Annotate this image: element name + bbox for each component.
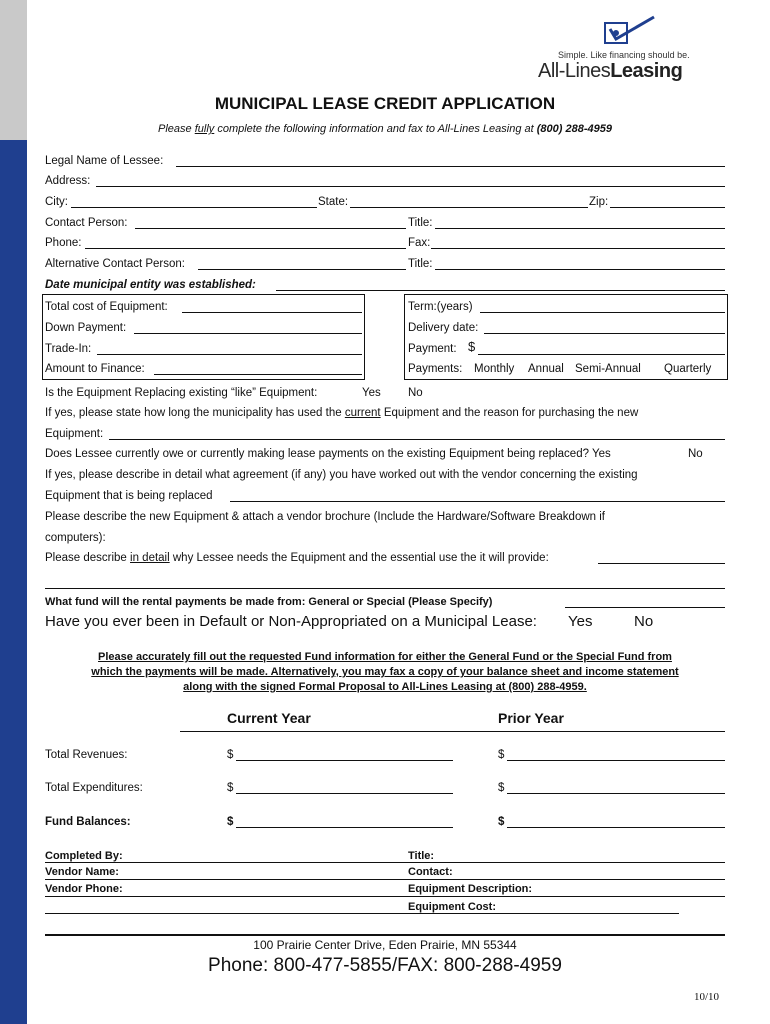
semi-annual-option[interactable]: Semi-Annual bbox=[575, 363, 641, 375]
vendor-name-field[interactable] bbox=[45, 879, 725, 880]
total-revenues-label: Total Revenues: bbox=[45, 749, 128, 761]
expenditures-current-dollar: $ bbox=[227, 782, 234, 794]
signoff-title-label: Title: bbox=[408, 850, 435, 862]
total-cost-field[interactable] bbox=[182, 312, 362, 313]
logo-name bbox=[538, 60, 682, 83]
page-title: MUNICIPAL LEASE CREDIT APPLICATION bbox=[214, 94, 556, 113]
balances-prior-dollar: $ bbox=[498, 816, 505, 828]
completed-by-field[interactable] bbox=[45, 862, 725, 863]
monthly-option[interactable]: Monthly bbox=[474, 363, 515, 375]
agreement-question: If yes, please describe in detail what agreement (if any) you have worked out with the vendor concerning the existing bbox=[45, 469, 638, 481]
prior-year-header: Prior Year bbox=[498, 710, 564, 726]
state-field[interactable] bbox=[350, 207, 588, 208]
if-yes-text: If yes, please state how long the municipality has used the bbox=[45, 407, 345, 419]
zip-field[interactable] bbox=[610, 207, 725, 208]
why-in-detail: in detail bbox=[130, 552, 170, 564]
title2-field[interactable] bbox=[435, 269, 725, 270]
logo-name-bold: Leasing bbox=[610, 60, 683, 82]
amount-finance-field[interactable] bbox=[154, 374, 362, 375]
being-replaced-label: Equipment that is being replaced bbox=[45, 490, 213, 502]
payment-label: Payment: bbox=[408, 343, 457, 355]
equipment-cost-field[interactable] bbox=[45, 913, 679, 914]
left-sidebar-bar bbox=[0, 0, 27, 1024]
date-established-label: Date municipal entity was established: bbox=[45, 279, 256, 291]
owe-question: Does Lessee currently owe or currently making lease payments on the existing Equipment being replaced? Yes bbox=[45, 448, 611, 460]
subtitle-rest: complete the following information and fax to All-Lines Leasing at bbox=[214, 123, 537, 135]
sidebar-top-band bbox=[0, 0, 27, 140]
fax-field[interactable] bbox=[431, 248, 725, 249]
computers-label: computers): bbox=[45, 532, 106, 544]
quarterly-option[interactable]: Quarterly bbox=[664, 363, 712, 375]
amount-finance-label: Amount to Finance: bbox=[45, 363, 145, 375]
title2-label: Title: bbox=[408, 258, 433, 270]
vendor-phone-field[interactable] bbox=[45, 896, 725, 897]
version-label: 10/10 bbox=[694, 991, 720, 1003]
subtitle-fully: fully bbox=[194, 123, 215, 135]
logo-tagline: Simple. Like financing should be. bbox=[558, 50, 690, 60]
default-question: Have you ever been in Default or Non-Appropriated on a Municipal Lease: bbox=[45, 613, 537, 630]
notice-line3: along with the signed Formal Proposal to All-Lines Leasing at (800) 288-4959. bbox=[183, 681, 587, 693]
balances-current-dollar: $ bbox=[227, 816, 234, 828]
alt-contact-field[interactable] bbox=[198, 269, 406, 270]
delivery-label: Delivery date: bbox=[408, 322, 479, 334]
expenditures-prior-field[interactable] bbox=[507, 793, 725, 794]
subtitle-phone: (800) 288-4959 bbox=[536, 123, 612, 135]
date-established-field[interactable] bbox=[276, 290, 725, 291]
down-payment-label: Down Payment: bbox=[45, 322, 127, 334]
legal-name-field[interactable] bbox=[176, 166, 725, 167]
term-field[interactable] bbox=[480, 312, 725, 313]
equipment-cost-label: Equipment Cost: bbox=[408, 901, 496, 913]
contact-person-label: Contact Person: bbox=[45, 217, 128, 229]
replacing-question: Is the Equipment Replacing existing “like” Equipment: bbox=[45, 387, 318, 399]
state-label: State: bbox=[318, 196, 349, 208]
city-label: City: bbox=[45, 196, 68, 208]
year-header-rule bbox=[180, 731, 725, 732]
equipment-description-label: Equipment Description: bbox=[408, 883, 533, 895]
balances-prior-field[interactable] bbox=[507, 827, 725, 828]
logo-name-light: All-Lines bbox=[538, 60, 611, 82]
vendor-phone-label: Vendor Phone: bbox=[45, 883, 123, 895]
subtitle-prefix: Please bbox=[158, 123, 195, 135]
annual-option[interactable]: Annual bbox=[528, 363, 564, 375]
revenues-prior-field[interactable] bbox=[507, 760, 725, 761]
revenues-prior-dollar: $ bbox=[498, 749, 505, 761]
replacing-no[interactable]: No bbox=[408, 387, 423, 399]
owe-no[interactable]: No bbox=[688, 448, 703, 460]
title1-field[interactable] bbox=[435, 228, 725, 229]
footer-rule bbox=[45, 934, 725, 936]
title1-label: Title: bbox=[408, 217, 433, 229]
signoff-contact-label: Contact: bbox=[408, 866, 453, 878]
footer-address: 100 Prairie Center Drive, Eden Prairie, MN 55344 bbox=[253, 938, 517, 952]
total-expenditures-label: Total Expenditures: bbox=[45, 782, 143, 794]
fax-label: Fax: bbox=[408, 237, 431, 249]
phone-field[interactable] bbox=[85, 248, 406, 249]
phone-label: Phone: bbox=[45, 237, 82, 249]
logo-checkmark-icon bbox=[600, 15, 660, 51]
page-subtitle bbox=[0, 123, 770, 135]
address-field[interactable] bbox=[96, 186, 725, 187]
expenditures-prior-dollar: $ bbox=[498, 782, 505, 794]
revenues-current-field[interactable] bbox=[236, 760, 453, 761]
fund-balances-label: Fund Balances: bbox=[45, 816, 131, 828]
equipment-label: Equipment: bbox=[45, 428, 104, 440]
describe-new-question: Please describe the new Equipment & attach a vendor brochure (Include the Hardware/Software Breakdown if bbox=[45, 511, 605, 523]
revenues-current-dollar: $ bbox=[227, 749, 234, 761]
default-yes[interactable]: Yes bbox=[568, 613, 593, 630]
if-yes-current: current bbox=[344, 407, 381, 419]
alt-contact-label: Alternative Contact Person: bbox=[45, 258, 185, 270]
fund-question: What fund will the rental payments be made from: General or Special (Please Specify) bbox=[45, 596, 493, 608]
being-replaced-field[interactable] bbox=[230, 501, 725, 502]
fund-field[interactable] bbox=[565, 607, 725, 608]
footer-phone-fax: Phone: 800-477-5855/FAX: 800-288-4959 bbox=[208, 955, 562, 976]
term-label: Term:(years) bbox=[408, 301, 473, 313]
trade-in-label: Trade-In: bbox=[45, 343, 92, 355]
notice-line2: which the payments will be made. Alternatively, you may fax a copy of your balance sheet and income statement bbox=[91, 666, 679, 678]
contact-person-field[interactable] bbox=[135, 228, 406, 229]
vendor-name-label: Vendor Name: bbox=[45, 866, 119, 878]
total-cost-label: Total cost of Equipment: bbox=[45, 301, 168, 313]
payment-field[interactable] bbox=[478, 354, 725, 355]
balances-current-field[interactable] bbox=[236, 827, 453, 828]
why-field-line2[interactable] bbox=[45, 588, 725, 589]
payments-label: Payments: bbox=[408, 363, 463, 375]
payment-dollar: $ bbox=[468, 339, 476, 354]
delivery-field[interactable] bbox=[484, 333, 725, 334]
city-field[interactable] bbox=[71, 207, 317, 208]
why-rest: why Lessee needs the Equipment and the essential use the it will provide: bbox=[169, 552, 549, 564]
expenditures-current-field[interactable] bbox=[236, 793, 453, 794]
zip-label: Zip: bbox=[589, 196, 609, 208]
logo bbox=[600, 15, 660, 51]
trade-in-field[interactable] bbox=[97, 354, 362, 355]
why-question bbox=[45, 551, 549, 565]
if-yes-question bbox=[45, 406, 638, 420]
why-field[interactable] bbox=[598, 563, 725, 564]
address-label: Address: bbox=[45, 175, 91, 187]
if-yes-text-end: Equipment and the reason for purchasing the new bbox=[380, 407, 639, 419]
legal-name-label: Legal Name of Lessee: bbox=[45, 155, 164, 167]
replacing-yes[interactable]: Yes bbox=[362, 387, 381, 399]
down-payment-field[interactable] bbox=[134, 333, 362, 334]
completed-by-label: Completed By: bbox=[45, 850, 123, 862]
equipment-field[interactable] bbox=[109, 439, 725, 440]
default-no[interactable]: No bbox=[634, 613, 654, 630]
notice-line1: Please accurately fill out the requested Fund information for either the General Fund or the Special Fund from bbox=[98, 651, 672, 663]
current-year-header: Current Year bbox=[227, 710, 311, 726]
why-prefix: Please describe bbox=[45, 552, 131, 564]
